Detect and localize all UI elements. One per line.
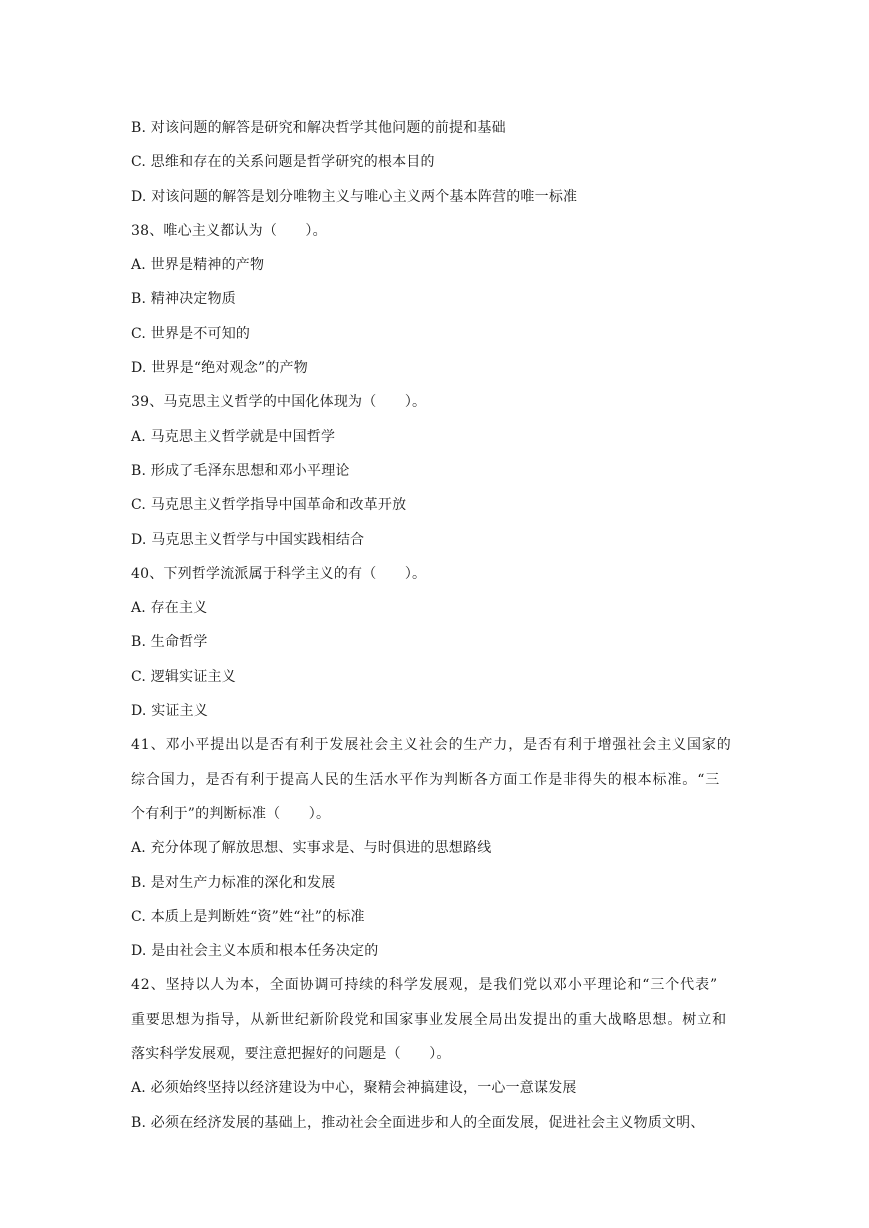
option-b-q38: B. 精神决定物质	[131, 291, 236, 308]
question-41-line-3: 个有利于”的判断标准（ ）。	[131, 805, 331, 822]
option-d-q37: D. 对该问题的解答是划分唯物主义与唯心主义两个基本阵营的唯一标准	[131, 188, 578, 205]
question-41-line-1: 41、邓小平提出以是否有利于发展社会主义社会的生产力，是否有利于增强社会主义国家的	[131, 737, 732, 754]
option-a-q41: A. 充分体现了解放思想、实事求是、与时俱进的思想路线	[131, 840, 492, 857]
option-d-q41: D. 是由社会主义本质和根本任务决定的	[131, 943, 379, 960]
question-42-line-2: 重要思想为指导，从新世纪新阶段党和国家事业发展全局出发提出的重大战略思想。树立和	[131, 1011, 727, 1028]
question-38: 38、唯心主义都认为（ ）。	[131, 222, 327, 239]
option-a-q39: A. 马克思主义哲学就是中国哲学	[131, 428, 336, 445]
option-c-q37: C. 思维和存在的关系问题是哲学研究的根本目的	[131, 154, 435, 171]
option-b-q42: B. 必须在经济发展的基础上，推动社会全面进步和人的全面发展，促进社会主义物质文明、	[131, 1114, 705, 1131]
option-b-q37: B. 对该问题的解答是研究和解决哲学其他问题的前提和基础	[131, 120, 506, 136]
option-b-q40: B. 生命哲学	[131, 634, 208, 651]
option-b-q39: B. 形成了毛泽东思想和邓小平理论	[131, 462, 350, 479]
option-d-q39: D. 马克思主义哲学与中国实践相结合	[131, 531, 365, 548]
option-a-q40: A. 存在主义	[131, 600, 208, 617]
question-41-line-2: 综合国力，是否有利于提高人民的生活水平作为判断各方面工作是非得失的根本标准。“三	[131, 771, 721, 788]
question-40: 40、下列哲学流派属于科学主义的有（ ）。	[131, 565, 427, 582]
option-c-q40: C. 逻辑实证主义	[131, 668, 236, 685]
document-body	[131, 111, 741, 1140]
option-a-q42: A. 必须始终坚持以经济建设为中心，聚精会神搞建设，一心一意谋发展	[131, 1080, 577, 1097]
question-42-line-3: 落实科学发展观，要注意把握好的问题是（ ）。	[131, 1046, 451, 1063]
option-b-q41: B. 是对生产力标准的深化和发展	[131, 874, 336, 891]
option-c-q41: C. 本质上是判断姓“资”姓“社”的标准	[131, 908, 365, 925]
option-d-q40: D. 实证主义	[131, 703, 209, 720]
question-42-line-1: 42、坚持以人为本，全面协调可持续的科学发展观，是我们党以邓小平理论和“三个代表”	[131, 977, 719, 994]
option-c-q39: C. 马克思主义哲学指导中国革命和改革开放	[131, 497, 407, 514]
option-c-q38: C. 世界是不可知的	[131, 325, 251, 342]
question-39: 39、马克思主义哲学的中国化体现为（ ）。	[131, 394, 427, 411]
option-d-q38: D. 世界是“绝对观念”的产物	[131, 360, 308, 377]
option-a-q38: A. 世界是精神的产物	[131, 257, 265, 274]
